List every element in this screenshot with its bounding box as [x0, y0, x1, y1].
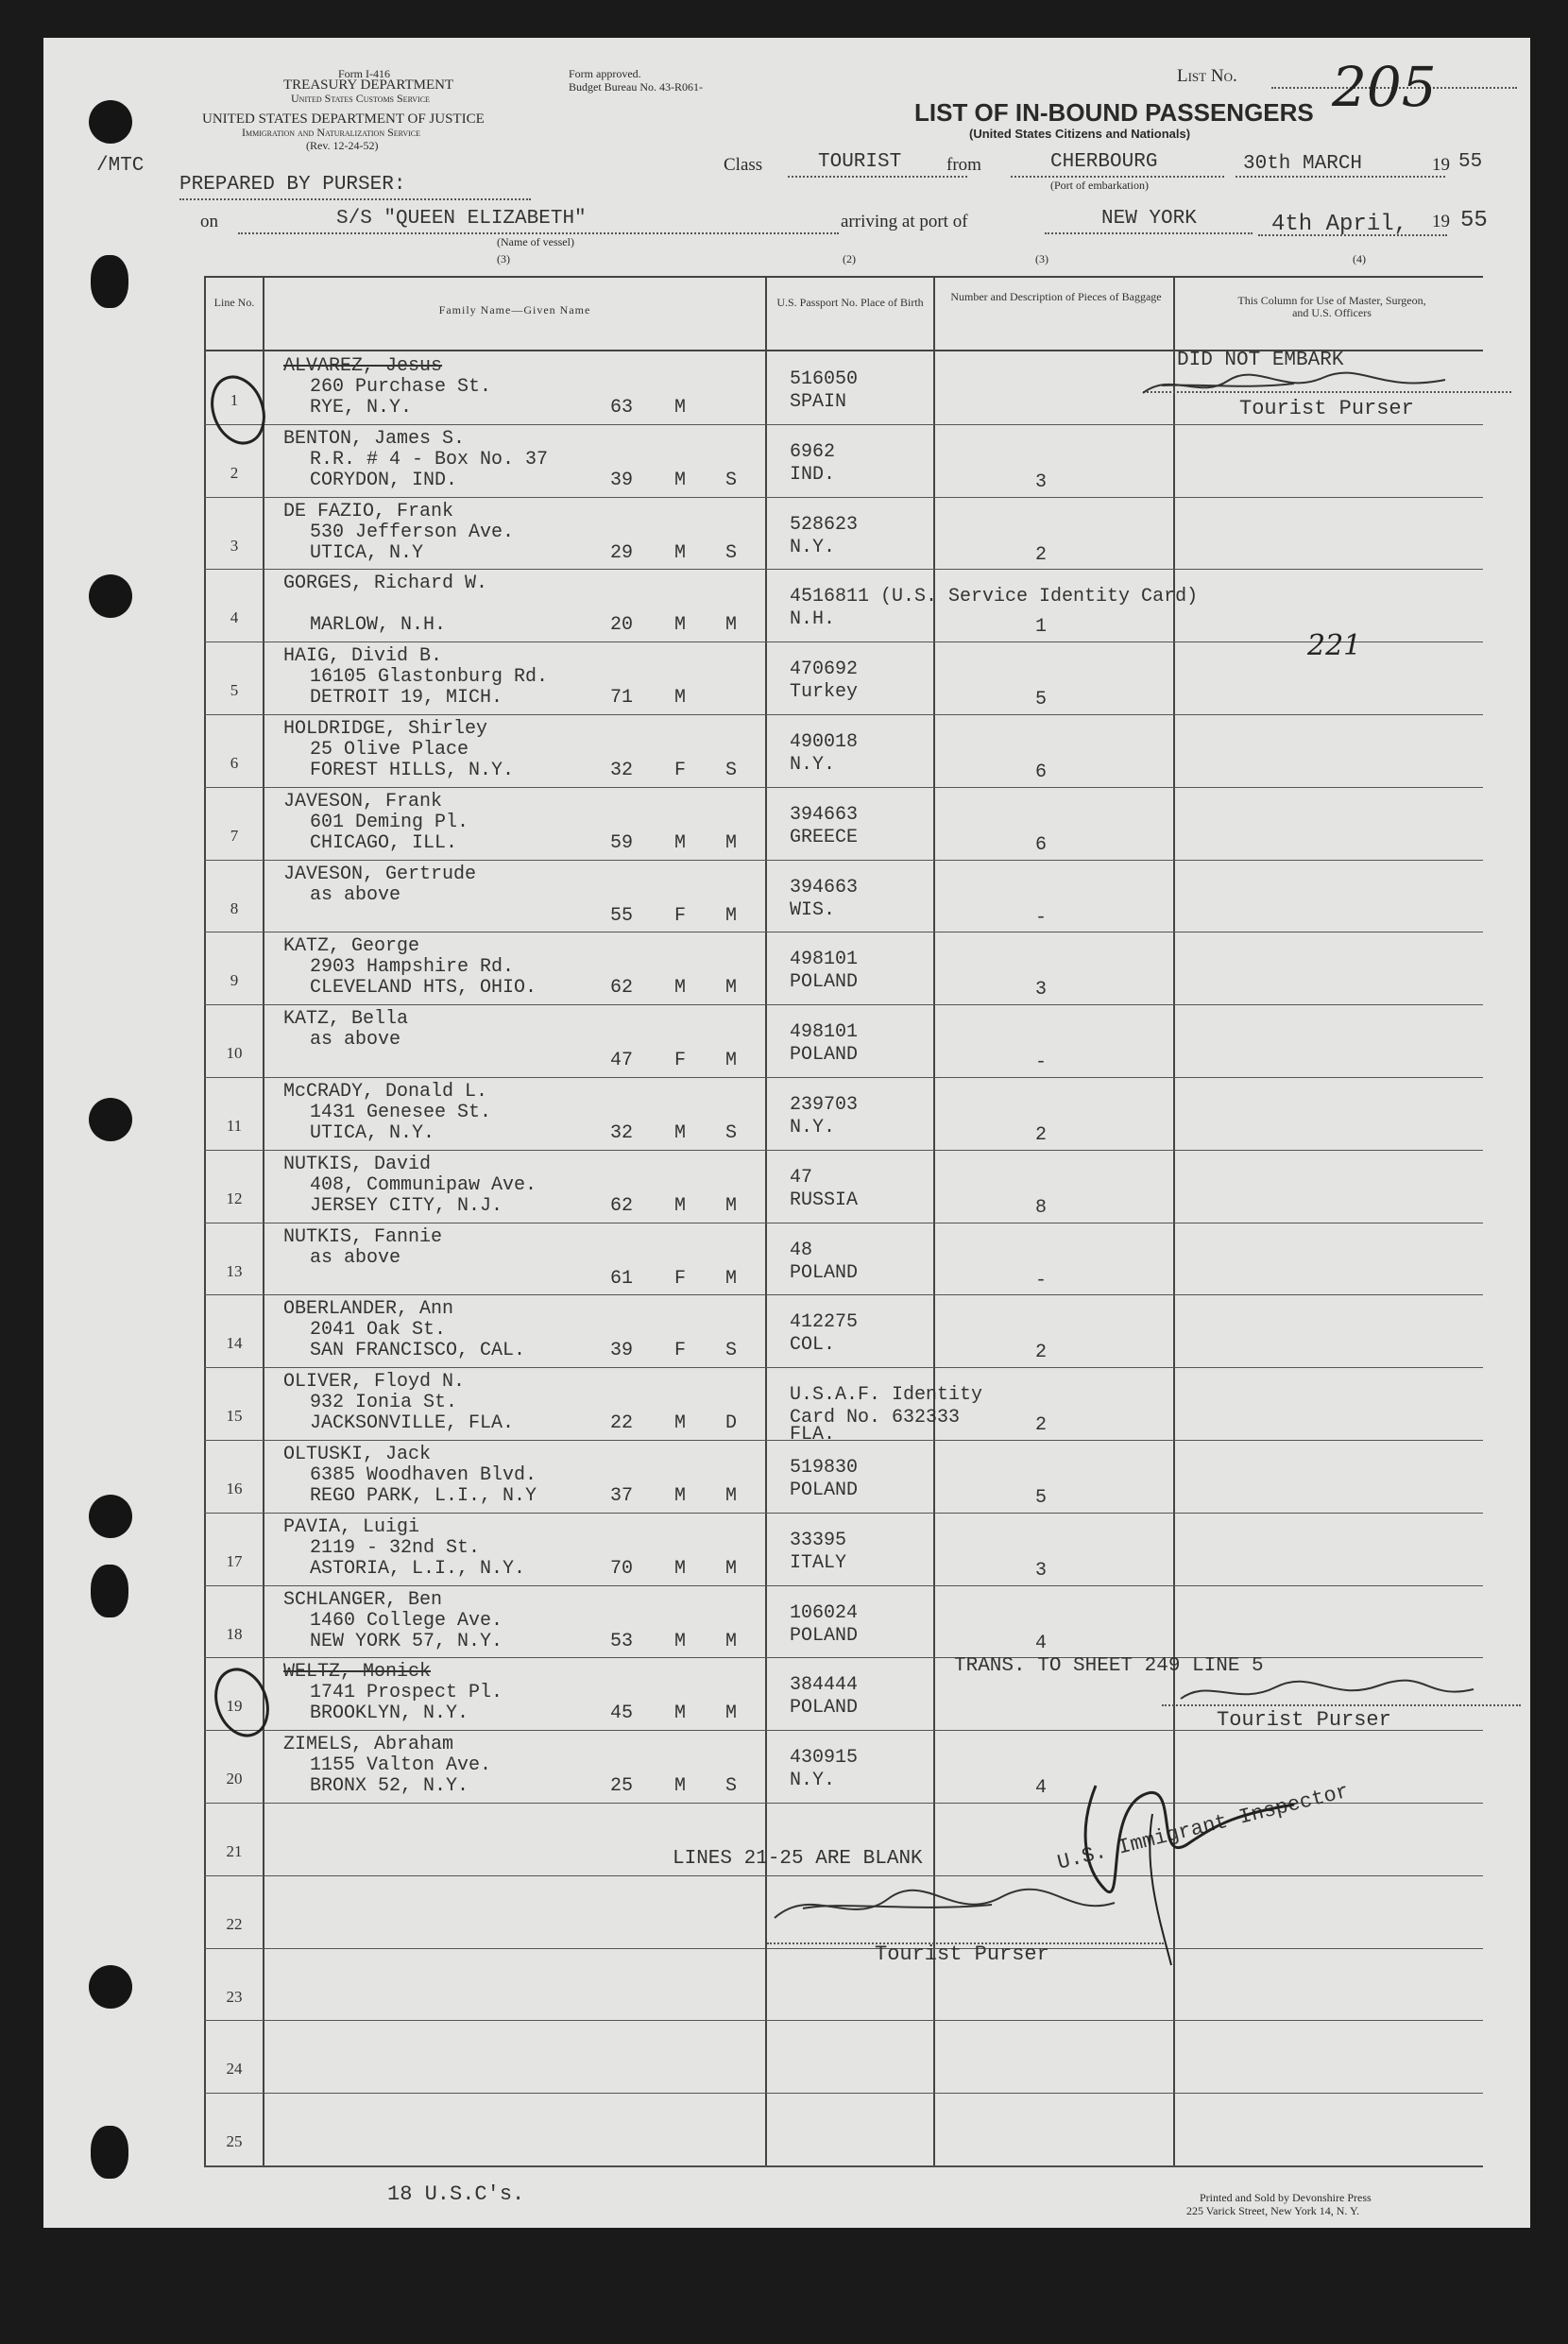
line-number: 20 — [226, 1770, 243, 1788]
lines-blank-note: LINES 21-25 ARE BLANK — [673, 1848, 923, 1870]
line-number: 17 — [226, 1551, 243, 1570]
baggage-count: 2 — [1035, 1342, 1048, 1364]
passenger-marital: M — [725, 1485, 738, 1507]
passport-number: 394663 — [790, 803, 859, 826]
passport-number: 239703 — [790, 1094, 859, 1116]
place-of-birth: WIS. — [790, 898, 836, 921]
punch-hole — [91, 255, 128, 308]
passenger-address: 1431 Genesee St. — [310, 1102, 492, 1123]
passport-number: 384444 — [790, 1674, 859, 1697]
arrival-year-prefix: 19 — [1432, 212, 1450, 231]
row-divider — [204, 1585, 1483, 1586]
passenger-city: UTICA, N.Y. — [310, 1122, 435, 1144]
place-of-birth: POLAND — [790, 1480, 859, 1501]
passenger-age: 70 — [610, 1557, 634, 1580]
passenger-city: ASTORIA, L.I., N.Y. — [310, 1557, 526, 1580]
passenger-address: 2903 Hampshire Rd. — [310, 956, 515, 979]
printer-line-1: Printed and Sold by Devonshire Press — [1200, 2191, 1372, 2204]
ins-service: Immigration and Naturalization Service — [242, 126, 421, 139]
passenger-address: 25 Olive Place — [310, 739, 469, 761]
place-of-birth: N.H. — [790, 608, 836, 631]
passenger-address: 260 Purchase St. — [310, 376, 492, 398]
passenger-sex: M — [674, 469, 687, 491]
row-divider — [204, 1367, 1483, 1368]
place-of-birth: SPAIN — [790, 391, 847, 413]
baggage-count: - — [1035, 1269, 1048, 1292]
printer-line-2: 225 Varick Street, New York 14, N. Y. — [1186, 2204, 1360, 2217]
passport-number: 4516811 (U.S. Service Identity Card) — [790, 586, 1199, 608]
treasury-dept: TREASURY DEPARTMENT — [283, 77, 454, 93]
passport-number: U.S.A.F. Identity — [790, 1384, 983, 1407]
place-of-birth: RUSSIA — [790, 1189, 859, 1211]
line-number: 23 — [226, 1987, 243, 2006]
from-label: from — [946, 155, 981, 175]
handwritten-221: 221 — [1307, 629, 1362, 662]
arriving-label: arriving at port of — [841, 212, 968, 231]
col-header-officers: This Column for Use of Master, Surgeon, and U.S. Officers — [1237, 294, 1426, 319]
passenger-address: 530 Jefferson Ave. — [310, 521, 515, 543]
col-marker: (2) — [843, 252, 856, 265]
row-divider — [204, 2165, 1483, 2166]
passport-number: 498101 — [790, 949, 859, 971]
col-marker: (3) — [1035, 252, 1048, 265]
passenger-age: 71 — [610, 687, 634, 710]
passenger-marital: M — [725, 977, 738, 1000]
passenger-city: JERSEY CITY, N.J. — [310, 1194, 503, 1217]
line-number: 7 — [230, 826, 239, 845]
passenger-age: 39 — [610, 1340, 634, 1362]
passenger-sex: M — [674, 614, 687, 637]
passenger-sex: M — [674, 1702, 687, 1725]
passenger-age: 53 — [610, 1630, 634, 1652]
page-title: LIST OF IN-BOUND PASSENGERS — [914, 98, 1314, 127]
passenger-name: JAVESON, Frank — [283, 790, 443, 813]
row-divider — [204, 2093, 1483, 2094]
passenger-name: OLIVER, Floyd N. — [283, 1371, 466, 1394]
place-of-birth: FLA. — [790, 1424, 836, 1446]
list-number: 205 — [1332, 55, 1437, 119]
passenger-marital: M — [725, 904, 738, 927]
passport-number: 516050 — [790, 368, 859, 390]
passenger-city: BROOKLYN, N.Y. — [310, 1702, 469, 1725]
passenger-marital: M — [725, 831, 738, 854]
place-of-birth: IND. — [790, 463, 836, 486]
passenger-address: 16105 Glastonburg Rd. — [310, 666, 549, 689]
circle-mark — [206, 1661, 281, 1746]
passport-number: 33395 — [790, 1529, 847, 1551]
passenger-sex: M — [674, 1557, 687, 1580]
passenger-address: 6385 Woodhaven Blvd. — [310, 1464, 537, 1486]
passenger-age: 61 — [610, 1267, 634, 1290]
place-of-birth: N.Y. — [790, 754, 836, 776]
depart-year-prefix: 19 — [1432, 155, 1450, 175]
baggage-count: 3 — [1035, 1559, 1048, 1582]
passenger-sex: M — [674, 1630, 687, 1652]
passenger-marital: M — [725, 614, 738, 637]
line-number: 4 — [230, 608, 239, 627]
passenger-age: 62 — [610, 977, 634, 1000]
passenger-name: WELTZ, Monick — [283, 1661, 432, 1684]
transfer-note: TRANS. TO SHEET 249 LINE 5 — [954, 1655, 1264, 1677]
place-of-birth: ITALY — [790, 1551, 847, 1574]
punch-hole — [89, 100, 132, 144]
depart-year: 55 — [1458, 151, 1483, 173]
revision: (Rev. 12-24-52) — [306, 139, 379, 152]
punch-hole — [89, 1098, 132, 1141]
passenger-sex: M — [674, 1122, 687, 1144]
baggage-count: 5 — [1035, 1487, 1048, 1509]
baggage-count: 4 — [1035, 1777, 1048, 1800]
purser-signature — [1133, 367, 1474, 404]
passenger-address: 1460 College Ave. — [310, 1609, 503, 1632]
baggage-count: 8 — [1035, 1196, 1048, 1219]
prepared-by: PREPARED BY PURSER: — [179, 174, 406, 196]
line-number: 24 — [226, 2060, 243, 2079]
passenger-city: BRONX 52, N.Y. — [310, 1775, 469, 1798]
passenger-name: HAIG, Divid B. — [283, 645, 443, 668]
passenger-sex: F — [674, 1340, 687, 1362]
passenger-city: CHICAGO, ILL. — [310, 831, 458, 854]
vessel-name: S/S "QUEEN ELIZABETH" — [336, 208, 587, 230]
passenger-name: JAVESON, Gertrude — [283, 863, 477, 885]
passenger-name: GORGES, Richard W. — [283, 573, 488, 595]
page-subtitle: (United States Citizens and Nationals) — [969, 127, 1191, 141]
inspector-label: U.S. Immigrant Inspector — [1054, 1779, 1352, 1875]
passenger-city: MARLOW, N.H. — [310, 614, 447, 637]
tourist-purser-2: Tourist Purser — [1217, 1708, 1391, 1732]
baggage-count: 3 — [1035, 979, 1048, 1001]
place-of-birth: POLAND — [790, 1261, 859, 1284]
passenger-address: 932 Ionia St. — [310, 1392, 458, 1414]
passenger-address: 601 Deming Pl. — [310, 811, 469, 833]
passport-number: 490018 — [790, 731, 859, 753]
place-of-birth: POLAND — [790, 1624, 859, 1647]
punch-hole — [89, 1495, 132, 1538]
passport-number: 430915 — [790, 1747, 859, 1770]
baggage-count: 2 — [1035, 543, 1048, 566]
passenger-address: 408, Communipaw Ave. — [310, 1173, 537, 1196]
place-of-birth: Turkey — [790, 681, 859, 704]
baggage-count: 5 — [1035, 689, 1048, 711]
passenger-marital: S — [725, 541, 738, 564]
class-label: Class — [724, 155, 763, 175]
passport-number: 470692 — [790, 659, 859, 681]
row-divider — [204, 1150, 1483, 1151]
row-divider — [204, 1657, 1483, 1658]
passenger-address: 2041 Oak St. — [310, 1319, 447, 1342]
mtc-note: /MTC — [96, 155, 145, 177]
baggage-count: 2 — [1035, 1414, 1048, 1437]
passenger-age: 20 — [610, 614, 634, 637]
passenger-name: ZIMELS, Abraham — [283, 1734, 454, 1756]
class-value: TOURIST — [818, 151, 902, 173]
passport-number: 394663 — [790, 876, 859, 898]
passenger-address: as above — [310, 883, 401, 906]
place-of-birth: Card No. 632333 — [790, 1407, 961, 1429]
passenger-address: 2119 - 32nd St. — [310, 1536, 481, 1559]
tourist-purser-3: Tourist Purser — [875, 1942, 1049, 1966]
vessel-caption: (Name of vessel) — [497, 235, 574, 248]
col-marker: (4) — [1353, 252, 1366, 265]
passenger-age: 25 — [610, 1775, 634, 1798]
line-number: 21 — [226, 1842, 243, 1860]
passport-number: 106024 — [790, 1601, 859, 1624]
baggage-count: 3 — [1035, 471, 1048, 493]
line-number: 9 — [230, 971, 239, 990]
baggage-count: 4 — [1035, 1632, 1048, 1654]
passenger-city: FOREST HILLS, N.Y. — [310, 760, 515, 781]
passenger-name: McCRADY, Donald L. — [283, 1081, 488, 1103]
row-divider — [204, 860, 1483, 861]
place-of-birth: COL. — [790, 1334, 836, 1357]
passenger-marital: S — [725, 1122, 738, 1144]
line-number: 1 — [230, 391, 239, 409]
passenger-city: REGO PARK, L.I., N.Y — [310, 1485, 537, 1507]
passport-number: 412275 — [790, 1311, 859, 1334]
form-approved: Form approved. — [569, 67, 641, 80]
punch-hole — [89, 574, 132, 618]
baggage-count: 6 — [1035, 761, 1048, 783]
place-of-birth: N.Y. — [790, 536, 836, 558]
did-not-embark: DID NOT EMBARK — [1177, 350, 1344, 371]
row-divider — [204, 714, 1483, 715]
line-number: 18 — [226, 1624, 243, 1643]
passenger-name: OBERLANDER, Ann — [283, 1298, 454, 1321]
row-divider — [204, 2020, 1483, 2021]
baggage-count: 6 — [1035, 833, 1048, 856]
passenger-name: KATZ, George — [283, 935, 420, 958]
line-number: 19 — [226, 1697, 243, 1716]
passenger-city: SAN FRANCISCO, CAL. — [310, 1340, 526, 1362]
col-header-passport: U.S. Passport No. Place of Birth — [776, 296, 924, 309]
row-divider — [204, 787, 1483, 788]
passenger-sex: M — [674, 1485, 687, 1507]
passenger-sex: M — [674, 1412, 687, 1435]
citizen-count: 18 U.S.C's. — [387, 2182, 525, 2206]
col-header-name: Family Name—Given Name — [438, 303, 591, 317]
passenger-sex: M — [674, 1775, 687, 1798]
line-number: 2 — [230, 463, 239, 482]
row-divider — [204, 1004, 1483, 1005]
line-number: 3 — [230, 536, 239, 555]
passenger-city: CLEVELAND HTS, OHIO. — [310, 977, 537, 1000]
passenger-age: 29 — [610, 541, 634, 564]
place-of-birth: POLAND — [790, 1044, 859, 1067]
passport-number: 6962 — [790, 440, 836, 463]
passenger-sex: M — [674, 541, 687, 564]
col-header-line: Line No. — [213, 296, 255, 309]
passenger-marital: D — [725, 1412, 738, 1435]
row-divider — [204, 497, 1483, 498]
passenger-marital: M — [725, 1050, 738, 1072]
passenger-sex: F — [674, 1267, 687, 1290]
depart-date: 30th MARCH — [1243, 153, 1363, 175]
passenger-sex: M — [674, 1194, 687, 1217]
row-divider — [204, 424, 1483, 425]
passenger-age: 32 — [610, 1122, 634, 1144]
passenger-address: 1155 Valton Ave. — [310, 1754, 492, 1777]
passport-number: 528623 — [790, 513, 859, 536]
passenger-city: CORYDON, IND. — [310, 469, 458, 491]
passenger-marital: S — [725, 469, 738, 491]
passenger-name: BENTON, James S. — [283, 427, 466, 450]
passenger-name: PAVIA, Luigi — [283, 1515, 420, 1538]
passenger-name: SCHLANGER, Ben — [283, 1588, 443, 1611]
passenger-sex: F — [674, 1050, 687, 1072]
row-divider — [204, 1294, 1483, 1295]
passenger-name: NUTKIS, David — [283, 1153, 432, 1175]
passport-number: 519830 — [790, 1457, 859, 1479]
passenger-name: HOLDRIDGE, Shirley — [283, 718, 488, 740]
form-number: Form I-416 — [338, 67, 390, 80]
passport-number: 47 — [790, 1166, 813, 1189]
passenger-age: 32 — [610, 760, 634, 781]
passenger-marital: M — [725, 1194, 738, 1217]
line-number: 11 — [226, 1117, 243, 1135]
passenger-marital: M — [725, 1557, 738, 1580]
passenger-marital: M — [725, 1702, 738, 1725]
port-caption: (Port of embarkation) — [1050, 179, 1149, 192]
passenger-sex: M — [674, 397, 687, 419]
passenger-sex: F — [674, 904, 687, 927]
punch-hole — [89, 1965, 132, 2009]
passenger-sex: M — [674, 977, 687, 1000]
passenger-age: 45 — [610, 1702, 634, 1725]
passenger-name: OLTUSKI, Jack — [283, 1444, 432, 1465]
arrival-port: NEW YORK — [1101, 208, 1197, 230]
passenger-city: JACKSONVILLE, FLA. — [310, 1412, 515, 1435]
justice-dept: UNITED STATES DEPARTMENT OF JUSTICE — [202, 111, 485, 127]
passport-number: 48 — [790, 1239, 813, 1261]
passenger-address: as above — [310, 1029, 401, 1052]
passenger-city: NEW YORK 57, N.Y. — [310, 1630, 503, 1652]
passenger-sex: F — [674, 760, 687, 781]
passenger-age: 47 — [610, 1050, 634, 1072]
passenger-city: DETROIT 19, MICH. — [310, 687, 503, 710]
passenger-marital: S — [725, 1340, 738, 1362]
line-number: 6 — [230, 754, 239, 772]
passenger-age: 22 — [610, 1412, 634, 1435]
line-number: 22 — [226, 1914, 243, 1933]
row-divider — [204, 1077, 1483, 1078]
passenger-marital: M — [725, 1267, 738, 1290]
line-number: 16 — [226, 1480, 243, 1497]
passenger-age: 62 — [610, 1194, 634, 1217]
baggage-count: - — [1035, 1052, 1048, 1074]
punch-hole — [91, 2126, 128, 2179]
punch-hole — [91, 1565, 128, 1617]
on-label: on — [200, 212, 218, 231]
col-marker: (3) — [497, 252, 510, 265]
line-number: 14 — [226, 1334, 243, 1353]
row-divider — [204, 1513, 1483, 1514]
row-divider — [204, 569, 1483, 570]
line-number: 12 — [226, 1189, 243, 1207]
inspector-signature — [1067, 1757, 1313, 1984]
list-no-label: List No. — [1177, 66, 1237, 86]
passenger-address: 1741 Prospect Pl. — [310, 1682, 503, 1704]
place-of-birth: POLAND — [790, 1697, 859, 1720]
passenger-name: DE FAZIO, Frank — [283, 500, 454, 522]
embarkation-port: CHERBOURG — [1050, 151, 1158, 173]
purser-signature — [1171, 1674, 1492, 1712]
line-number: 13 — [226, 1261, 243, 1280]
passenger-marital: M — [725, 1630, 738, 1652]
passport-number: 498101 — [790, 1021, 859, 1044]
line-number: 25 — [226, 2132, 243, 2151]
line-number: 15 — [226, 1407, 243, 1426]
baggage-count: 2 — [1035, 1124, 1048, 1146]
passenger-address: R.R. # 4 - Box No. 37 — [310, 448, 549, 471]
baggage-count: - — [1035, 906, 1048, 929]
arrival-date: 4th April, — [1271, 212, 1408, 237]
passenger-sex: M — [674, 831, 687, 854]
line-number: 8 — [230, 898, 239, 917]
line-number: 10 — [226, 1044, 243, 1063]
budget-bureau: Budget Bureau No. 43-R061- — [569, 80, 703, 94]
passenger-name: ALVAREZ, Jesus — [283, 355, 443, 377]
place-of-birth: POLAND — [790, 971, 859, 994]
col-header-baggage: Number and Description of Pieces of Baggage — [950, 290, 1162, 303]
arrival-year: 55 — [1460, 208, 1488, 233]
customs-service: United States Customs Service — [291, 92, 430, 105]
passenger-name: KATZ, Bella — [283, 1008, 409, 1031]
line-number: 5 — [230, 681, 239, 700]
passenger-age: 55 — [610, 904, 634, 927]
passenger-sex: M — [674, 687, 687, 710]
baggage-count: 1 — [1035, 616, 1048, 639]
passenger-city: UTICA, N.Y — [310, 541, 424, 564]
place-of-birth: N.Y. — [790, 1770, 836, 1792]
passenger-age: 59 — [610, 831, 634, 854]
passenger-marital: S — [725, 760, 738, 781]
place-of-birth: N.Y. — [790, 1117, 836, 1138]
circle-mark — [202, 368, 278, 453]
passenger-age: 37 — [610, 1485, 634, 1507]
passenger-name: NUTKIS, Fannie — [283, 1225, 443, 1248]
place-of-birth: GREECE — [790, 826, 859, 848]
row-divider — [204, 1440, 1483, 1441]
passenger-age: 39 — [610, 469, 634, 491]
passenger-address: as above — [310, 1246, 401, 1269]
passenger-marital: S — [725, 1775, 738, 1798]
passenger-city: RYE, N.Y. — [310, 397, 413, 419]
passenger-age: 63 — [610, 397, 634, 419]
tourist-purser-1: Tourist Purser — [1239, 397, 1414, 420]
